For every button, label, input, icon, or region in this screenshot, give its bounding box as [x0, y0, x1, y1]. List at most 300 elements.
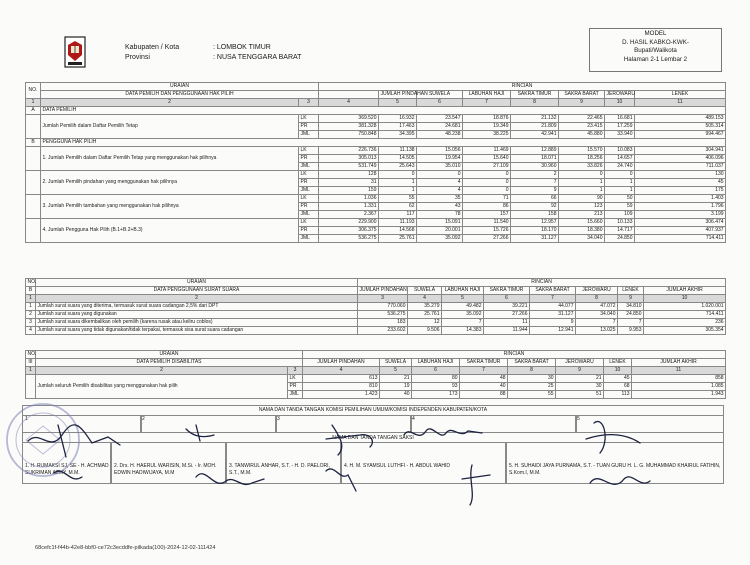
value-cell: 0: [463, 187, 511, 195]
value-cell: 30: [556, 383, 604, 391]
value-cell: 11.944: [484, 327, 530, 335]
column-header: JEROWARU: [606, 91, 635, 98]
value-cell: 7: [442, 319, 484, 327]
value-cell: 22.465: [559, 115, 605, 123]
value-cell: 31.127: [511, 235, 559, 243]
value-cell: 4: [417, 187, 463, 195]
model-line-3: Bupati/Walikota: [634, 47, 677, 54]
gender-label: JML: [299, 187, 319, 195]
value-cell: 71: [463, 195, 511, 203]
table-row: [26, 303, 726, 311]
table-row: [26, 375, 726, 383]
value-cell: 47.072: [576, 303, 618, 311]
value-cell: 2: [511, 171, 559, 179]
value-cell: 714.411: [635, 235, 726, 243]
value-cell: 536.275: [319, 235, 379, 243]
column-index: 11: [632, 367, 726, 375]
value-cell: 25.761: [379, 235, 417, 243]
column-index: 5: [380, 367, 412, 375]
commission-signature-row: [22, 415, 724, 433]
gender-label: PR: [299, 123, 319, 131]
commission-sign-divider-1: [140, 415, 142, 433]
value-cell: 505.314: [635, 123, 726, 131]
column-header: LABUHAN HAJI: [442, 287, 484, 295]
value-cell: 14.505: [379, 155, 417, 163]
column-index: 1: [26, 99, 41, 107]
value-cell: 117: [379, 211, 417, 219]
value-cell: 23.547: [417, 115, 463, 123]
value-cell: 33.940: [605, 131, 635, 139]
row-number: [26, 375, 36, 399]
value-cell: 305.354: [644, 327, 726, 335]
column-index: 8: [508, 367, 556, 375]
value-cell: 49.482: [442, 303, 484, 311]
gender-label: PR: [288, 383, 303, 391]
column-index: 8: [576, 295, 618, 303]
column-index: 6: [417, 99, 463, 107]
value-cell: 0: [417, 171, 463, 179]
value-cell: 20.001: [417, 227, 463, 235]
row-label: 3. Jumlah Pemilih tambahan yang menggunakan hak pilihnya: [41, 195, 299, 219]
value-cell: 226.736: [319, 147, 379, 155]
value-cell: 34.040: [559, 235, 605, 243]
gender-label: PR: [299, 203, 319, 211]
table-row: [26, 115, 726, 123]
value-cell: 109: [605, 211, 635, 219]
value-cell: 9: [530, 319, 576, 327]
column-header: LENEK: [618, 287, 644, 295]
value-cell: 27.266: [484, 311, 530, 319]
value-cell: 92: [511, 203, 559, 211]
uraian-header: URAIAN: [41, 83, 319, 91]
value-cell: 858: [632, 375, 726, 383]
value-cell: 159: [319, 187, 379, 195]
value-cell: 406.096: [635, 155, 726, 163]
row-number: 2: [26, 311, 36, 319]
value-cell: 7: [576, 319, 618, 327]
value-cell: 1: [379, 179, 417, 187]
table-row: [26, 171, 726, 179]
commission-sign-number-3: 3: [277, 416, 280, 422]
value-cell: 9.506: [408, 327, 442, 335]
commission-signature-title: NAMA DAN TANDA TANGAN KOMISI PEMILIHAN UMUM/KOMISI INDEPENDEN KABUPATEN/KOTA: [258, 407, 488, 413]
witness-sign-divider-3: [340, 442, 342, 484]
value-cell: 15.726: [463, 227, 511, 235]
table-row: [26, 219, 726, 227]
value-cell: 13.025: [576, 327, 618, 335]
value-cell: 17.259: [605, 123, 635, 131]
row-label: 1. Jumlah Pemilih dalam Daftar Pemilih Tetap yang menggunakan hak pilihnya: [41, 147, 299, 171]
value-cell: 1.020.001: [644, 303, 726, 311]
value-cell: 1.331: [319, 203, 379, 211]
column-index: 7: [460, 367, 508, 375]
value-cell: 25.761: [408, 311, 442, 319]
value-cell: 11: [484, 319, 530, 327]
value-cell: 123: [559, 203, 605, 211]
value-cell: 19: [380, 383, 412, 391]
value-cell: 305.013: [319, 155, 379, 163]
rincian-header: RINCIAN: [319, 83, 726, 91]
column-header: LENEK: [635, 91, 726, 99]
official-stamp-icon: [4, 400, 82, 480]
column-index: 5: [442, 295, 484, 303]
value-cell: 12.941: [530, 327, 576, 335]
value-cell: 1: [559, 179, 605, 187]
value-cell: 9.953: [618, 327, 644, 335]
row-label: Jumlah surat suara yang digunakan: [36, 311, 358, 319]
witness-sign-divider-4: [505, 442, 507, 484]
gender-label: PR: [299, 155, 319, 163]
kabupaten-value: : LOMBOK TIMUR: [213, 44, 271, 51]
witness-name-2: 2. Drs. H. HAERUL WARISIN, M.Si. - Ir. MOH. EDWIN HADIWIJAYA, M.M: [114, 463, 217, 476]
gender-label: JML: [299, 131, 319, 139]
witness-sign-divider-2: [225, 442, 227, 484]
column-index: 4: [303, 367, 380, 375]
value-cell: 42.941: [511, 131, 559, 139]
value-cell: 18.256: [559, 155, 605, 163]
section-label: DATA PEMILIH: [41, 107, 726, 115]
row-label: Jumlah surat suara dikembalikan oleh pemilih (karena rusak atau keliru coblos): [36, 319, 358, 327]
no-header: NO.: [27, 279, 37, 286]
value-cell: 21: [556, 375, 604, 383]
commission-sign-divider-2: [275, 415, 277, 433]
value-cell: 15.091: [417, 219, 463, 227]
gender-label: LK: [299, 171, 319, 179]
model-box: [589, 28, 722, 72]
value-cell: 11.138: [379, 147, 417, 155]
value-cell: 55: [508, 391, 556, 399]
value-cell: 66: [511, 195, 559, 203]
column-header: LABUHAN HAJI: [412, 359, 460, 367]
column-index: 9: [556, 367, 604, 375]
row-number: [26, 147, 41, 171]
model-line-2: D. HASIL KABKO-KWK-: [622, 38, 689, 46]
value-cell: 90: [559, 195, 605, 203]
column-header: LENEK: [604, 359, 632, 367]
row-label: Jumlah surat suara yang diterima, termasuk surat suara cadangan 2,5% dari DPT: [36, 303, 358, 311]
gender-label: JML: [299, 211, 319, 219]
value-cell: 35.010: [417, 163, 463, 171]
value-cell: 994.467: [635, 131, 726, 139]
model-line-4: Halaman 2-1 Lembar 2: [623, 55, 688, 63]
row-number: [26, 115, 41, 139]
witness-name-3: 3. TANWIRUL ANHAR, S.T. - H. D. PAELORI, S.T., M.M.: [229, 463, 330, 476]
column-index: 10: [605, 99, 635, 107]
row-number: [26, 219, 41, 243]
value-cell: 31: [319, 179, 379, 187]
value-cell: 15.660: [559, 219, 605, 227]
table-row: [26, 147, 726, 155]
value-cell: 711.037: [635, 163, 726, 171]
value-cell: 44.077: [530, 303, 576, 311]
value-cell: 86: [463, 203, 511, 211]
value-cell: 1.036: [319, 195, 379, 203]
gender-label: LK: [299, 195, 319, 203]
section-no: B: [26, 139, 41, 147]
value-cell: 19.349: [463, 123, 511, 131]
value-cell: 33.826: [559, 163, 605, 171]
row-number: 4: [26, 327, 36, 335]
kpu-logo-icon: [62, 35, 88, 69]
witness-sign-divider-1: [110, 442, 112, 484]
commission-sign-number-5: 5: [577, 416, 580, 422]
value-cell: 27.266: [463, 235, 511, 243]
value-cell: 30: [508, 375, 556, 383]
document-id-footer: 68cefc1f-f44b-42e8-bbf0-ce72c3ecddfe-pilkada(100)-2024-12-02-111424: [35, 545, 216, 551]
value-cell: 45.880: [559, 131, 605, 139]
rincian-header: RINCIAN: [358, 279, 726, 287]
column-header: SUWELA: [380, 359, 412, 367]
value-cell: 14.568: [379, 227, 417, 235]
column-index: 11: [635, 99, 726, 107]
value-cell: 1.796: [635, 203, 726, 211]
column-index: 10: [604, 367, 632, 375]
column-header: SAKRA TIMUR: [484, 287, 530, 295]
section-label: PENGGUNA HAK PILIH: [41, 139, 726, 147]
value-cell: 35.279: [408, 303, 442, 311]
column-index: 4: [408, 295, 442, 303]
column-header: JUMLAH AKHIR: [632, 359, 726, 367]
value-cell: 1: [605, 187, 635, 195]
value-cell: 25.643: [379, 163, 417, 171]
value-cell: 38.225: [463, 131, 511, 139]
value-cell: 1.085: [632, 383, 726, 391]
value-cell: 12.957: [511, 219, 559, 227]
value-cell: 14.717: [605, 227, 635, 235]
value-cell: 381.328: [319, 123, 379, 131]
value-cell: 23.415: [559, 123, 605, 131]
column-header: JEROWARU: [576, 287, 618, 295]
value-cell: 50: [605, 195, 635, 203]
value-cell: 0: [463, 171, 511, 179]
value-cell: 16.932: [379, 115, 417, 123]
column-index: 7: [463, 99, 511, 107]
column-header: SUWELA: [417, 91, 463, 99]
table-row: [26, 319, 726, 327]
value-cell: 158: [511, 211, 559, 219]
column-header: JEROWARU: [556, 359, 604, 367]
value-cell: 62: [379, 203, 417, 211]
column-index: 2: [36, 295, 358, 303]
value-cell: 0: [463, 179, 511, 187]
value-cell: 78: [417, 211, 463, 219]
value-cell: 34.395: [379, 131, 417, 139]
value-cell: 11.469: [463, 147, 511, 155]
value-cell: 34.810: [618, 303, 644, 311]
value-cell: 55: [379, 195, 417, 203]
value-cell: 1: [605, 179, 635, 187]
value-cell: 0: [559, 171, 605, 179]
column-index: 3: [358, 295, 408, 303]
column-header: SAKRA TIMUR: [511, 91, 559, 99]
model-line-1: MODEL: [644, 30, 667, 37]
value-cell: 15.056: [417, 147, 463, 155]
value-cell: 7: [618, 319, 644, 327]
commission-sign-number-1: 1: [25, 416, 28, 422]
value-cell: 306.474: [635, 219, 726, 227]
value-cell: 304.941: [635, 147, 726, 155]
value-cell: 770.060: [358, 303, 408, 311]
value-cell: 9: [511, 187, 559, 195]
value-cell: 48.238: [417, 131, 463, 139]
value-cell: 1.943: [632, 391, 726, 399]
row-number: [26, 195, 41, 219]
row-label: 2. Jumlah Pemilih pindahan yang menggunakan hak pilihnya: [41, 171, 299, 195]
column-index: 2: [36, 367, 288, 375]
value-cell: 236: [644, 319, 726, 327]
value-cell: 11.540: [463, 219, 511, 227]
commission-sign-number-2: 2: [142, 416, 145, 422]
table-row: [26, 311, 726, 319]
value-cell: 24.740: [605, 163, 635, 171]
value-cell: 45: [604, 375, 632, 383]
value-cell: 536.275: [358, 311, 408, 319]
value-cell: 407.937: [635, 227, 726, 235]
value-cell: 613: [303, 375, 380, 383]
value-cell: 2.367: [319, 211, 379, 219]
gender-label: LK: [299, 147, 319, 155]
voter-data-table: [25, 82, 726, 243]
value-cell: 18.380: [559, 227, 605, 235]
value-cell: 213: [559, 211, 605, 219]
column-header: JUMLAH PINDAHAN: [359, 287, 407, 294]
gender-label: JML: [288, 391, 303, 399]
value-cell: 157: [463, 211, 511, 219]
column-header: SAKRA BARAT: [530, 287, 576, 295]
column-index: 1: [26, 295, 36, 303]
row-label: Jumlah seluruh Pemilih disabilitas yang menggunakan hak pilih: [36, 375, 288, 399]
value-cell: 4: [417, 179, 463, 187]
value-cell: 0: [605, 171, 635, 179]
column-index: 8: [511, 99, 559, 107]
value-cell: 489.153: [635, 115, 726, 123]
gender-label: LK: [299, 219, 319, 227]
column-index: 5: [379, 99, 417, 107]
value-cell: 24.850: [618, 311, 644, 319]
witness-name-1: 1. H. RUMAKSI SJ, SE - H. ACHMAD SUKRIMAN AZMY, M.M.: [25, 463, 109, 476]
column-header: JUMLAH PINDAHAN: [380, 91, 428, 98]
value-cell: 35.092: [442, 311, 484, 319]
value-cell: 1.423: [303, 391, 380, 399]
value-cell: 714.411: [644, 311, 726, 319]
column-index: 7: [530, 295, 576, 303]
value-cell: 18.071: [511, 155, 559, 163]
value-cell: 19.954: [417, 155, 463, 163]
gender-label: PR: [299, 179, 319, 187]
column-index: 9: [559, 99, 605, 107]
value-cell: 130: [635, 171, 726, 179]
value-cell: 18.170: [511, 227, 559, 235]
value-cell: 24.850: [605, 235, 635, 243]
value-cell: 306.375: [319, 227, 379, 235]
value-cell: 51: [556, 391, 604, 399]
gender-label: LK: [299, 115, 319, 123]
commission-sign-divider-4: [575, 415, 577, 433]
column-index: 3: [299, 99, 319, 107]
column-header: LABUHAN HAJI: [463, 91, 511, 99]
value-cell: 10.083: [605, 147, 635, 155]
value-cell: 14.383: [442, 327, 484, 335]
value-cell: 128: [319, 171, 379, 179]
table-row: [26, 327, 726, 335]
value-cell: 369.520: [319, 115, 379, 123]
value-cell: 7: [511, 179, 559, 187]
value-cell: 1: [379, 187, 417, 195]
gender-label: PR: [299, 227, 319, 235]
column-index: 10: [644, 295, 726, 303]
commission-sign-divider-3: [410, 415, 412, 433]
section-no: III: [26, 359, 36, 367]
no-header: NO.: [26, 83, 41, 99]
value-cell: 12: [408, 319, 442, 327]
value-cell: 750.848: [319, 131, 379, 139]
column-index: 6: [412, 367, 460, 375]
value-cell: 183: [358, 319, 408, 327]
value-cell: 21: [380, 375, 412, 383]
section-subtitle: DATA PENGGUNAAN SURAT SUARA: [36, 287, 358, 295]
value-cell: 40: [380, 391, 412, 399]
value-cell: 68: [604, 383, 632, 391]
column-header: SAKRA TIMUR: [460, 359, 508, 367]
gender-label: LK: [288, 375, 303, 383]
value-cell: 17.463: [379, 123, 417, 131]
value-cell: 18.876: [463, 115, 511, 123]
row-label: 4. Jumlah Pengguna Hak Pilih (B.1+B.2+B.3): [41, 219, 299, 243]
value-cell: 39.221: [484, 303, 530, 311]
value-cell: 16.681: [605, 115, 635, 123]
value-cell: 1: [559, 187, 605, 195]
value-cell: 15.570: [559, 147, 605, 155]
commission-sign-number-4: 4: [412, 416, 415, 422]
witness-name-4: 4. H. M. SYAMSUL LUTHFI - H. ABDUL WAHID: [344, 463, 451, 469]
no-header: NO.: [27, 351, 37, 358]
column-header: JUMLAH PINDAHAN: [303, 359, 380, 367]
row-number: [26, 171, 41, 195]
value-cell: 531.749: [319, 163, 379, 171]
value-cell: 35: [417, 195, 463, 203]
value-cell: 30.960: [511, 163, 559, 171]
section-subtitle: DATA PEMILIH DAN PENGGUNAAN HAK PILIH: [41, 91, 319, 99]
value-cell: 25: [508, 383, 556, 391]
uraian-header: URAIAN: [36, 279, 358, 287]
value-cell: 1.403: [635, 195, 726, 203]
uraian-header: URAIAN: [36, 351, 303, 359]
value-cell: 11.193: [379, 219, 417, 227]
value-cell: 15.640: [463, 155, 511, 163]
value-cell: 0: [379, 171, 417, 179]
column-header: SAKRA BARAT: [508, 359, 556, 367]
kabupaten-label: Kabupaten / Kota: [125, 44, 180, 51]
provinsi-label: Provinsi: [125, 54, 150, 61]
column-index: 6: [484, 295, 530, 303]
value-cell: 173: [412, 391, 460, 399]
row-number: 1: [26, 303, 36, 311]
row-number: 3: [26, 319, 36, 327]
value-cell: 80: [412, 375, 460, 383]
value-cell: 229.900: [319, 219, 379, 227]
value-cell: 175: [635, 187, 726, 195]
section-no: B: [26, 287, 36, 295]
value-cell: 35.092: [417, 235, 463, 243]
value-cell: 21.809: [511, 123, 559, 131]
witness-name-5: 5. H. SUHAIDI JAYA PURNAMA, S.T. - TUAN GURU H. L. G. MUHAMMAD KHAIRUL FATIHIN, S.Kom.I, M.M.: [509, 463, 721, 476]
column-index: 9: [618, 295, 644, 303]
value-cell: 21.132: [511, 115, 559, 123]
value-cell: 34.040: [576, 311, 618, 319]
value-cell: 10.133: [605, 219, 635, 227]
section-row: [26, 107, 726, 115]
value-cell: 43: [417, 203, 463, 211]
